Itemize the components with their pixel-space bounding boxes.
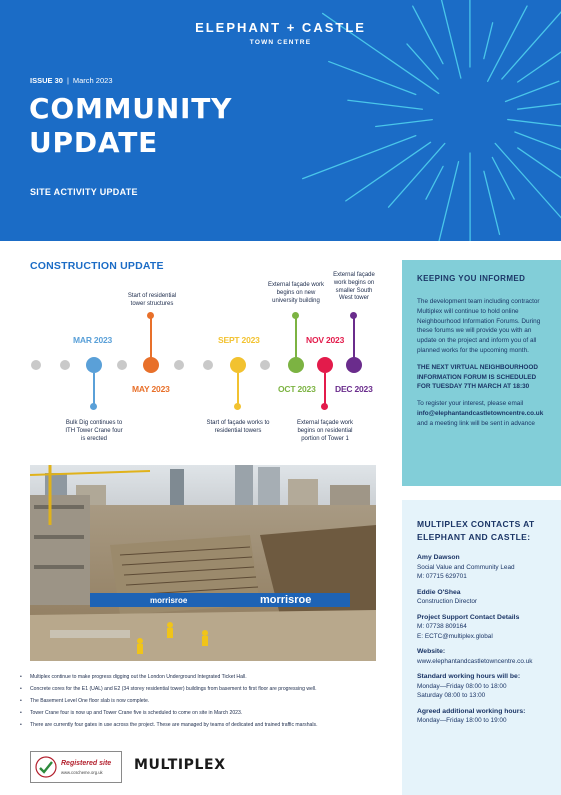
contacts-panel [402, 500, 561, 795]
timeline-stem-oct [295, 318, 297, 358]
timeline-note-mar: Bulk Dig continues to ITH Tower Crane four is erected [65, 420, 123, 442]
contact-phone[interactable]: M: 07715 629701 [417, 573, 467, 580]
keeping-informed-panel [402, 260, 561, 486]
page-title [29, 92, 232, 160]
timeline-dot-grey [31, 360, 41, 370]
contact-name: Eddie O'Shea [417, 588, 461, 596]
registered-site-badge-icon [35, 756, 57, 778]
multiplex-logo: MULTIPLEX [134, 757, 226, 773]
burst-line [492, 157, 514, 199]
brand-logo [0, 20, 561, 46]
working-hours-saturday: Saturday 08:00 to 13:00 [417, 692, 486, 699]
timeline-stem-nov [324, 373, 326, 405]
timeline-note-dec: External façade work begins on smaller South West tower [333, 272, 375, 302]
header-banner [0, 0, 561, 241]
bullet-item: • There are currently four gates in use across the project. These are managed by teams of dedicated and trained traffic marshals. [20, 719, 390, 731]
timeline-dot-nov [317, 357, 333, 373]
timeline-dot-grey [60, 360, 70, 370]
burst-line [346, 142, 431, 201]
register-paragraph [417, 399, 547, 428]
timeline-label-dec: DEC 2023 [335, 384, 373, 394]
construction-bullets [20, 671, 390, 731]
timeline-dot-grey [203, 360, 213, 370]
forum-announcement: THE NEXT VIRTUAL NEIGHBOURHOOD INFORMATION FORUM IS SCHEDULED FOR TUESDAY 7TH MARCH AT 18:30 [417, 363, 538, 391]
timeline-label-oct: OCT 2023 [278, 384, 316, 394]
contact-email[interactable]: E: ECTC@multiplex.global [417, 632, 493, 640]
contact-block [417, 647, 551, 666]
timeline-dot-sept [230, 357, 246, 373]
register-email-link[interactable]: info@elephantandcastletowncentre.co.uk [417, 409, 544, 417]
contact-role: Social Value and Community Lead [417, 563, 515, 571]
burst-line [389, 143, 445, 207]
keeping-informed-paragraph: The development team including contractor Multiplex will continue to hold online Neighbourhood Information Forums. During these forums we will provide you with an update on the project and inform you of all planned works for the upcoming month. [417, 298, 541, 354]
register-suffix: and a meeting link will be sent in advance [417, 419, 535, 427]
bullet-item: • Concrete cores for the E1 (UAL) and E2 (34 storey residential tower) buildings from basement to first floor are progressing well. [20, 683, 390, 695]
timeline-label-may: MAY 2023 [132, 384, 170, 394]
register-prefix: To register your interest, please email [417, 400, 524, 408]
timeline-dot-may [143, 357, 159, 373]
contact-name: Standard working hours will be: [417, 673, 521, 680]
site-photo-illustration [30, 465, 376, 661]
timeline-dot-grey [260, 360, 270, 370]
burst-line [329, 62, 416, 95]
timeline-note-sept: Start of façade works to residential towers [206, 420, 270, 434]
contact-block [417, 553, 551, 582]
burst-line [484, 171, 500, 234]
timeline-label-mar: MAR 2023 [73, 335, 113, 345]
contact-role: Construction Director [417, 598, 478, 605]
burst-line [495, 143, 561, 241]
website-link[interactable]: www.elephantandcastletowncentre.co.uk [417, 657, 533, 665]
timeline-stem-end-mar [90, 403, 97, 410]
timeline-dot-dec [346, 357, 362, 373]
title-line-2: UPDATE [29, 126, 159, 159]
timeline-label-sept: SEPT 2023 [218, 335, 260, 345]
timeline-stem-sept [237, 373, 239, 405]
burst-line [427, 162, 458, 241]
burst-line [515, 132, 561, 159]
page-subtitle: SITE ACTIVITY UPDATE [30, 187, 138, 197]
construction-timeline [0, 268, 400, 458]
timeline-dot-grey [117, 360, 127, 370]
issue-date: March 2023 [72, 76, 113, 85]
timeline-stem-may [150, 318, 152, 358]
contact-phone[interactable]: M: 07738 809164 [417, 623, 467, 630]
bullet-item: • Multiplex continue to make progress digging out the London Underground Integrated Ticket Hall. [20, 671, 390, 683]
burst-line [303, 136, 416, 179]
title-line-1: COMMUNITY [29, 92, 233, 125]
bullet-item: • The Basement Level One floor slab is now complete. [20, 695, 390, 707]
issue-info [30, 76, 113, 85]
burst-line [518, 100, 561, 109]
burst-line [508, 120, 561, 127]
hoarding-text: morrisroe [150, 596, 188, 605]
timeline-note-nov: External façade work begins on residential portion of Tower 1 [296, 420, 354, 442]
brand-subtitle: TOWN CENTRE [249, 39, 312, 46]
timeline-stem-mar [93, 373, 95, 405]
issue-separator: | [66, 76, 69, 85]
timeline-stem-dec [353, 318, 355, 358]
timeline-stem-end-sept [234, 403, 241, 410]
brand-name: ELEPHANT + CASTLE [195, 20, 366, 35]
contact-block [417, 588, 551, 607]
additional-hours: Monday—Friday 18:00 to 19:00 [417, 717, 507, 724]
bullet-item: • Tower Crane four is now up and Tower Crane five is scheduled to come on site in March 2023. [20, 707, 390, 719]
contact-name: Website: [417, 648, 446, 655]
considerate-constructors-logo [30, 751, 122, 783]
burst-line [426, 166, 443, 199]
contact-name: Agreed additional working hours: [417, 707, 526, 715]
construction-site-photo [30, 465, 376, 661]
burst-line [376, 120, 433, 127]
timeline-dot-grey [174, 360, 184, 370]
burst-line [407, 44, 438, 79]
issue-number: ISSUE 30 [30, 76, 63, 85]
working-hours-weekday: Monday—Friday 08:00 to 18:00 [417, 682, 507, 690]
burst-line [348, 100, 422, 109]
hoarding-text: morrisroe [260, 594, 312, 606]
contact-name: Amy Dawson [417, 554, 460, 561]
contact-block [417, 672, 551, 701]
contacts-heading: MULTIPLEX CONTACTS AT ELEPHANT AND CASTLE: [417, 519, 535, 542]
timeline-dot-mar [86, 357, 102, 373]
construction-heading: CONSTRUCTION UPDATE [30, 260, 164, 272]
contact-name: Project Support Contact Details [417, 613, 520, 621]
registered-site-url: www.ccscheme.org.uk [61, 770, 103, 775]
contact-block [417, 707, 551, 726]
contact-block [417, 613, 551, 642]
timeline-label-nov: NOV 2023 [306, 335, 345, 345]
timeline-dot-oct [288, 357, 304, 373]
burst-line [506, 81, 559, 101]
registered-site-label: Registered site [61, 760, 112, 767]
timeline-stem-end-nov [321, 403, 328, 410]
timeline-note-may: Start of residential tower structures [127, 293, 177, 307]
keeping-informed-heading: KEEPING YOU INFORMED [417, 274, 526, 283]
timeline-note-oct: External façade work begins on new university building [267, 282, 325, 304]
